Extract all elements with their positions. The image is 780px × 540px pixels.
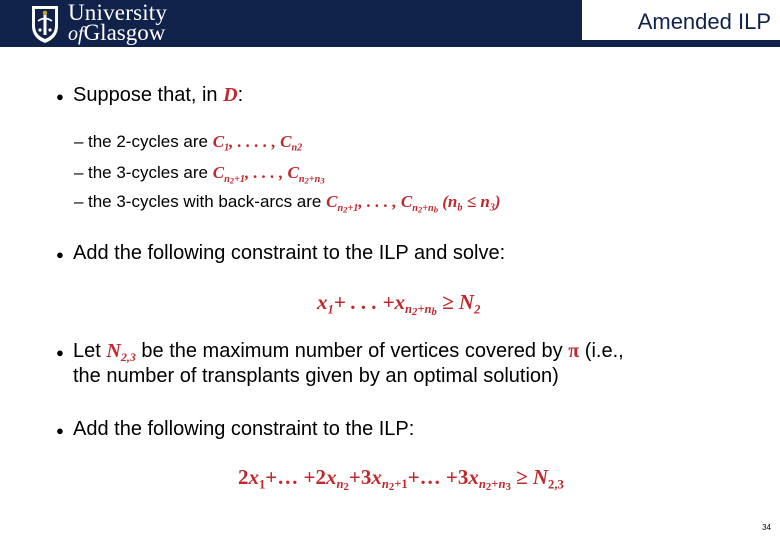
bullet-3-pre: Let — [73, 340, 101, 362]
bullet-icon: ● — [56, 89, 64, 104]
bullet-3 — [73, 340, 624, 365]
dash-icon: – — [74, 192, 84, 211]
sub-bullet-3: the 3-cycles with back-arcs are $C_{n_2+1}$, . . . , $C_{n_2+n_b}$ $(n_b \le n_3)$ — [88, 192, 501, 215]
bullet-icon: ● — [56, 345, 64, 360]
logo-university-text: University — [68, 0, 168, 25]
bullet-1-text: Suppose that, in — [73, 84, 218, 106]
logo-glasgow-text: Glasgow — [83, 20, 166, 45]
bullet-3-post: (i.e., — [584, 340, 624, 362]
constraint-formula-1: $x_1+$ . . . $+x_{n_2+n_b} \ge N_2$ — [317, 290, 481, 319]
dash-icon: – — [74, 163, 84, 182]
bullet-icon: ● — [56, 247, 64, 262]
page-number: 34 — [762, 523, 771, 532]
bullet-2: Add the following constraint to the ILP and solve: — [73, 242, 506, 264]
sub-bullet-2: the 3-cycles are $C_{n_2+1}$, . . . , $C_{n_2+n_3}$ — [88, 163, 325, 186]
sub-bullet-2-text: the 3-cycles are — [88, 163, 208, 182]
slide-title: Amended ILP — [637, 9, 771, 34]
bullet-3-mid: be the maximum number of vertices covered by — [141, 340, 563, 362]
graph-d-var: D — [223, 84, 238, 106]
dash-icon: – — [74, 132, 84, 151]
logo-of-text: of — [68, 23, 84, 45]
pi-symbol: π — [568, 340, 580, 362]
constraint-formula-2: $2x_1+\dots$ $+2x_{n_2}+3x_{n_2+1}+\dots +3x_{n_2+n_3} \ge N_{2,3}$ — [238, 465, 564, 494]
crest-icon — [30, 4, 60, 44]
bullet-1 — [73, 84, 243, 107]
bullet-icon: ● — [56, 423, 64, 438]
bullet-1-colon: : — [237, 84, 244, 106]
n23-var: $N_{2,3}$ — [106, 340, 136, 365]
sub-bullet-1: the 2-cycles are $C_1$, . . . . , $C_{n2}$ — [88, 132, 303, 154]
title-box — [582, 0, 780, 40]
bullet-3-line-2: the number of transplants given by an optimal solution) — [73, 365, 559, 387]
university-logo — [30, 0, 168, 45]
sub-bullet-3-text: the 3-cycles with back-arcs are — [88, 192, 322, 211]
bullet-4: Add the following constraint to the ILP: — [73, 418, 415, 440]
sub-bullet-1-text: the 2-cycles are — [88, 132, 208, 151]
